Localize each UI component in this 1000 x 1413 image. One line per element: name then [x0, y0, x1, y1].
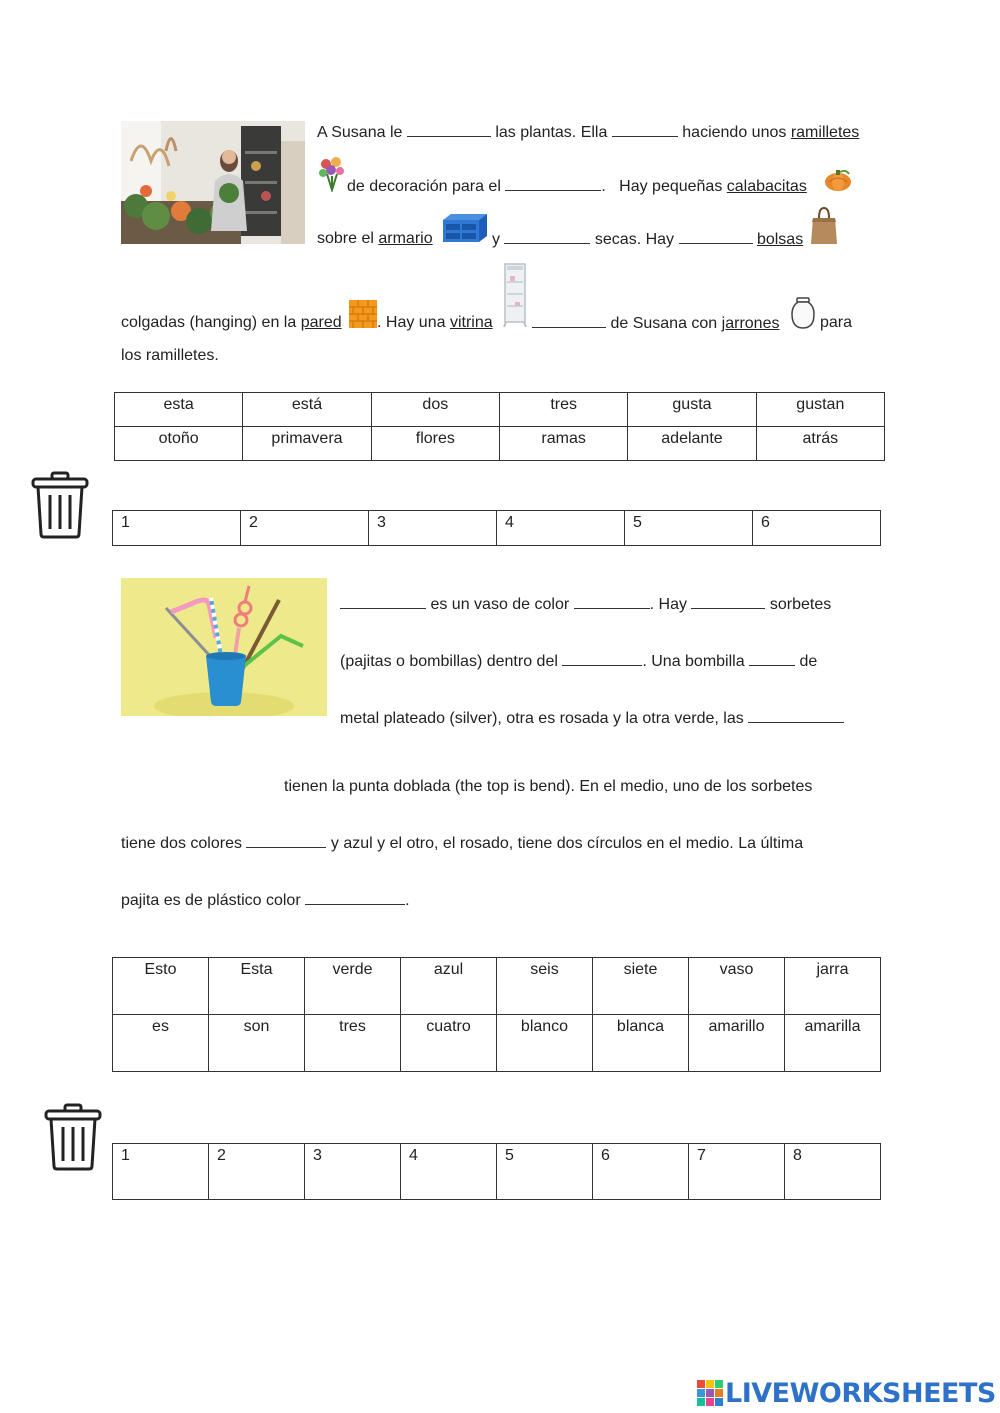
- blank-1[interactable]: [407, 122, 491, 137]
- word-bank-row: [115, 427, 885, 461]
- answer-slot-1[interactable]: 1: [113, 511, 241, 546]
- ex1-line-4c: [532, 313, 779, 334]
- answer-slot-3[interactable]: 3: [369, 511, 497, 546]
- answer-slot-1[interactable]: 1: [113, 1144, 209, 1200]
- text: . Hay una: [377, 314, 446, 331]
- blank-2[interactable]: [612, 122, 678, 137]
- answer-slot-2[interactable]: 2: [209, 1144, 305, 1200]
- blank-8[interactable]: [574, 594, 650, 609]
- answer-slot-8[interactable]: 8: [785, 1144, 881, 1200]
- word-bank-2: [112, 957, 881, 1072]
- ex1-line-2: [347, 176, 807, 197]
- word-bank-cell[interactable]: gusta: [628, 393, 756, 427]
- word-bank-row: [113, 958, 881, 1015]
- word-jarrones: jarrones: [721, 315, 780, 332]
- text: de decoración para el: [347, 178, 501, 195]
- word-bank-row: [115, 393, 885, 427]
- word-bank-cell[interactable]: vaso: [689, 958, 785, 1015]
- ex1-line-4a: [121, 313, 342, 333]
- ex2-line-4: tienen la punta doblada (the top is bend). En el medio, uno de los sorbetes: [284, 778, 813, 795]
- word-bank-cell[interactable]: jarra: [785, 958, 881, 1015]
- blank-11[interactable]: [749, 651, 795, 666]
- word-bank-cell[interactable]: otoño: [115, 427, 243, 461]
- word-pared: pared: [300, 314, 342, 331]
- ex1-line-3a: [317, 229, 433, 249]
- text: tiene dos colores: [121, 835, 242, 852]
- ex2-line-2: [340, 651, 817, 672]
- word-bank-cell[interactable]: está: [243, 393, 371, 427]
- text: sorbetes: [769, 596, 832, 613]
- text: Hay pequeñas: [619, 178, 723, 195]
- word-bank-cell[interactable]: son: [209, 1015, 305, 1072]
- word-bank-1: [114, 392, 885, 461]
- blank-12[interactable]: [748, 708, 844, 723]
- word-bank-cell[interactable]: cuatro: [401, 1015, 497, 1072]
- word-bank-cell[interactable]: primavera: [243, 427, 371, 461]
- word-bank-cell[interactable]: blanca: [593, 1015, 689, 1072]
- word-bank-cell[interactable]: atrás: [756, 427, 884, 461]
- blank-4[interactable]: [504, 229, 590, 244]
- word-bank-cell[interactable]: dos: [371, 393, 499, 427]
- trash-icon[interactable]: [30, 470, 90, 540]
- ex2-line-3: [340, 708, 844, 729]
- text: (pajitas o bombillas) dentro del: [340, 653, 558, 670]
- text: las plantas. Ella: [495, 124, 608, 141]
- word-bank-cell[interactable]: gustan: [756, 393, 884, 427]
- answer-row-1: [112, 510, 881, 546]
- text: de Susana con: [610, 315, 718, 332]
- answer-slot-3[interactable]: 3: [305, 1144, 401, 1200]
- liveworksheets-logo: [697, 1378, 996, 1408]
- answer-slot-5[interactable]: 5: [625, 511, 753, 546]
- answer-slot-6[interactable]: 6: [593, 1144, 689, 1200]
- text: haciendo unos: [682, 124, 787, 141]
- word-bank-cell[interactable]: blanco: [497, 1015, 593, 1072]
- blank-7[interactable]: [340, 594, 426, 609]
- text: y azul y el otro, el rosado, tiene dos círculos en el medio. La última: [330, 835, 804, 852]
- ex1-line-5: los ramilletes.: [121, 347, 219, 364]
- answer-slot-5[interactable]: 5: [497, 1144, 593, 1200]
- word-bank-cell[interactable]: verde: [305, 958, 401, 1015]
- blank-5[interactable]: [679, 229, 753, 244]
- ex1-line-4b: [377, 313, 493, 333]
- text: para: [820, 314, 853, 331]
- display-case-icon: [502, 262, 528, 328]
- word-ramilletes: ramilletes: [790, 124, 860, 141]
- word-bolsas: bolsas: [756, 231, 804, 248]
- text: colgadas (hanging) en la: [121, 314, 297, 331]
- pumpkin-icon: [823, 168, 853, 192]
- answer-slot-4[interactable]: 4: [497, 511, 625, 546]
- text: . Una bombilla: [642, 653, 745, 670]
- paper-bag-icon: [810, 206, 838, 246]
- text: y: [492, 231, 500, 248]
- word-bank-cell[interactable]: tres: [499, 393, 627, 427]
- florist-photo: [121, 121, 305, 244]
- blank-14[interactable]: [305, 890, 405, 905]
- word-bank-cell[interactable]: ramas: [499, 427, 627, 461]
- ex1-line-3b: [492, 229, 803, 250]
- cabinet-icon: [441, 212, 489, 244]
- jar-icon: [790, 296, 816, 330]
- blank-10[interactable]: [562, 651, 642, 666]
- word-bank-cell[interactable]: Esto: [113, 958, 209, 1015]
- word-bank-cell[interactable]: amarillo: [689, 1015, 785, 1072]
- answer-slot-2[interactable]: 2: [241, 511, 369, 546]
- ex2-line-1: [340, 594, 831, 615]
- bouquet-icon: [318, 156, 346, 192]
- word-calabacitas: calabacitas: [726, 178, 807, 195]
- word-bank-cell[interactable]: amarilla: [785, 1015, 881, 1072]
- text: . Hay: [649, 596, 687, 613]
- blank-9[interactable]: [691, 594, 765, 609]
- text: sobre el: [317, 230, 374, 247]
- answer-slot-4[interactable]: 4: [401, 1144, 497, 1200]
- answer-row-2: [112, 1143, 881, 1200]
- answer-row: [113, 1144, 881, 1200]
- word-bank-cell[interactable]: tres: [305, 1015, 401, 1072]
- text: pajita es de plástico color: [121, 892, 301, 909]
- word-bank-cell[interactable]: seis: [497, 958, 593, 1015]
- word-vitrina: vitrina: [449, 314, 493, 331]
- text: A Susana le: [317, 124, 403, 141]
- ex2-line-5: [121, 833, 803, 854]
- text: .: [601, 178, 606, 195]
- trash-icon[interactable]: [43, 1102, 103, 1172]
- brand-text: LIVEWORKSHEETS: [725, 1377, 996, 1409]
- word-armario: armario: [378, 230, 433, 247]
- logo-grid-icon: [697, 1380, 723, 1406]
- word-bank-cell[interactable]: es: [113, 1015, 209, 1072]
- ex1-line-4d: [820, 313, 852, 333]
- answer-slot-7[interactable]: 7: [689, 1144, 785, 1200]
- text: .: [405, 892, 410, 909]
- blank-3[interactable]: [505, 176, 601, 191]
- answer-slot-6[interactable]: 6: [753, 511, 881, 546]
- text: metal plateado (silver), otra es rosada y la otra verde, las: [340, 710, 744, 727]
- answer-row: [113, 511, 881, 546]
- blank-13[interactable]: [246, 833, 326, 848]
- word-bank-cell[interactable]: azul: [401, 958, 497, 1015]
- ex2-line-6: [121, 890, 410, 911]
- word-bank-cell[interactable]: siete: [593, 958, 689, 1015]
- word-bank-cell[interactable]: Esta: [209, 958, 305, 1015]
- word-bank-row: [113, 1015, 881, 1072]
- word-bank-cell[interactable]: esta: [115, 393, 243, 427]
- brick-wall-icon: [349, 300, 377, 328]
- word-bank-cell[interactable]: adelante: [628, 427, 756, 461]
- word-bank-cell[interactable]: flores: [371, 427, 499, 461]
- ex1-line-1: [317, 122, 859, 143]
- straws-cup-photo: [121, 578, 327, 716]
- text: secas. Hay: [594, 231, 675, 248]
- text: de: [799, 653, 818, 670]
- text: es un vaso de color: [430, 596, 570, 613]
- blank-6[interactable]: [532, 313, 606, 328]
